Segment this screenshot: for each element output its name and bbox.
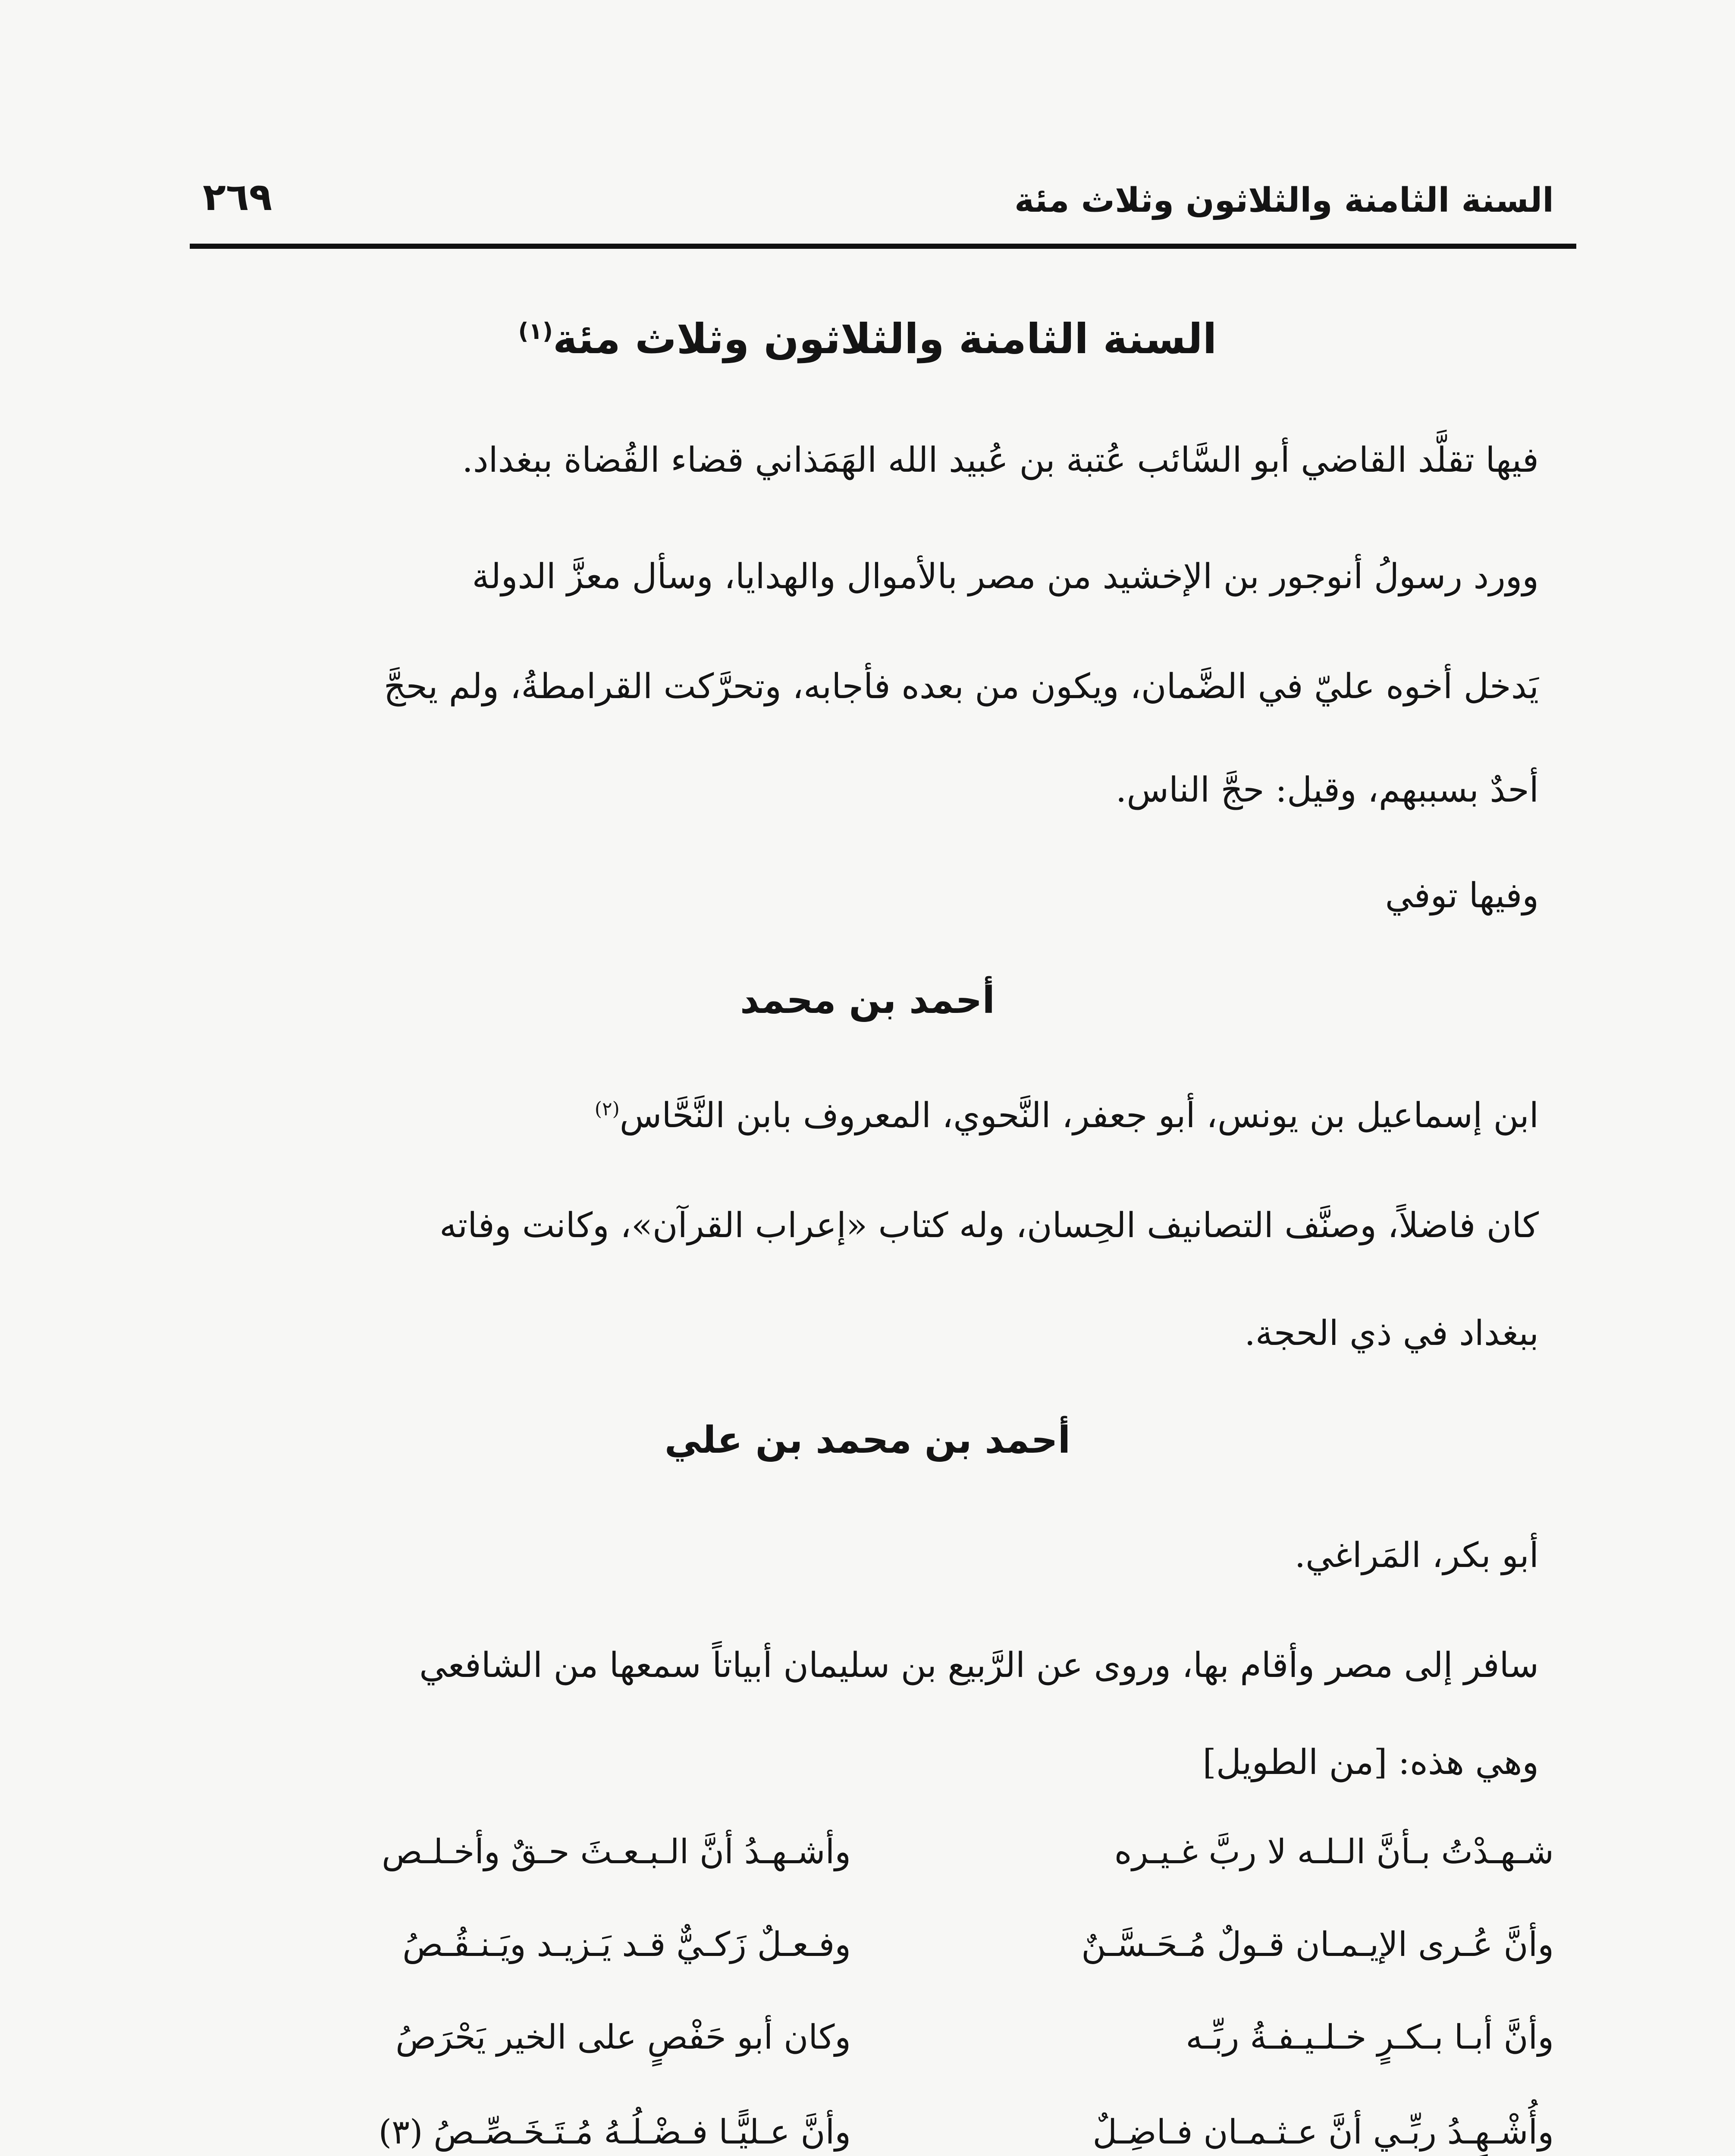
entry-line-text: ابن إسماعيل بن يونس، أبو جعفر، النَّحوي، المعروف بابن النَّحَّاس — [619, 1095, 1539, 1135]
entry-line — [595, 1095, 1539, 1135]
verse-first-hemistich: شـهـدْتُ بـأنَّ الـلـه لا ربَّ غـيـره — [1114, 1833, 1554, 1871]
chapter-title — [0, 315, 1735, 363]
paragraph-line: يَدخل أخوه عليّ في الضَّمان، ويكون من بعده فأجابه، وتحرَّكت القرامطةُ، ولم يحجَّ — [383, 666, 1539, 706]
paragraph-line: وفيها توفي — [1385, 875, 1539, 915]
paragraph-line: وورد رسولُ أنوجور بن الإخشيد من مصر بالأموال والهدايا، وسأل معزَّ الدولة — [472, 556, 1539, 596]
entry-line: ببغداد في ذي الحجة. — [1244, 1313, 1539, 1353]
chapter-title-text: السنة الثامنة والثلاثون وثلاث مئة — [552, 315, 1217, 363]
paragraph-line: فيها تقلَّد القاضي أبو السَّائب عُتبة بن عُبيد الله الهَمَذاني قضاء القُضاة ببغداد. — [462, 440, 1539, 480]
running-header-title: السنة الثامنة والثلاثون وثلاث مئة — [1014, 181, 1554, 220]
entry-line: وهي هذه: [من الطويل] — [1202, 1742, 1539, 1782]
page-number: ٢٦٩ — [203, 175, 273, 219]
footnote-ref-1: (١) — [518, 318, 553, 345]
paragraph-line: أحدٌ بسببهم، وقيل: حجَّ الناس. — [1115, 770, 1539, 810]
verse-second-hemistich: وأشـهـدُ أنَّ الـبـعـثَ حـقٌ وأخـلـص — [382, 1833, 851, 1871]
verse-first-hemistich: وأنَّ أبـا بـكـرٍ خـلـيـفـةُ ربِّـه — [1186, 2018, 1554, 2057]
entry-line: أبو بكر، المَراغي. — [1294, 1535, 1539, 1575]
verse-second-hemistich: وكان أبو حَفْصٍ على الخير يَحْرَصُ — [395, 2018, 851, 2057]
verse-first-hemistich: وأُشْـهِـدُ ربِّـي أنَّ عـثـمـان فـاضِـلٌ — [1092, 2113, 1554, 2152]
footnote-ref-2: (٢) — [594, 1098, 620, 1120]
entry-heading: أحمد بن محمد — [740, 979, 995, 1022]
entry-line: كان فاضلاً، وصنَّف التصانيف الحِسان، وله كتاب «إعراب القرآن»، وكانت وفاته — [439, 1205, 1539, 1245]
verse-second-hemistich: وأنَّ عـليًّـا فـضْـلُـهُ مُـتَـخَـصِّـصُ (٣) — [378, 2113, 851, 2152]
entry-heading: أحمد بن محمد بن علي — [664, 1419, 1071, 1462]
header-rule — [190, 244, 1576, 249]
entry-line: سافر إلى مصر وأقام بها، وروى عن الرَّبيع بن سليمان أبياتاً سمعها من الشافعي — [419, 1645, 1539, 1685]
verse-second-hemistich: وفـعـلٌ زَكـيٌّ قـد يَـزيـد ويَـنـقُـصُ — [402, 1925, 851, 1964]
verse-first-hemistich: وأنَّ عُـرى الإيـمـان قـولٌ مُـحَـسَّـنٌ — [1081, 1925, 1554, 1964]
